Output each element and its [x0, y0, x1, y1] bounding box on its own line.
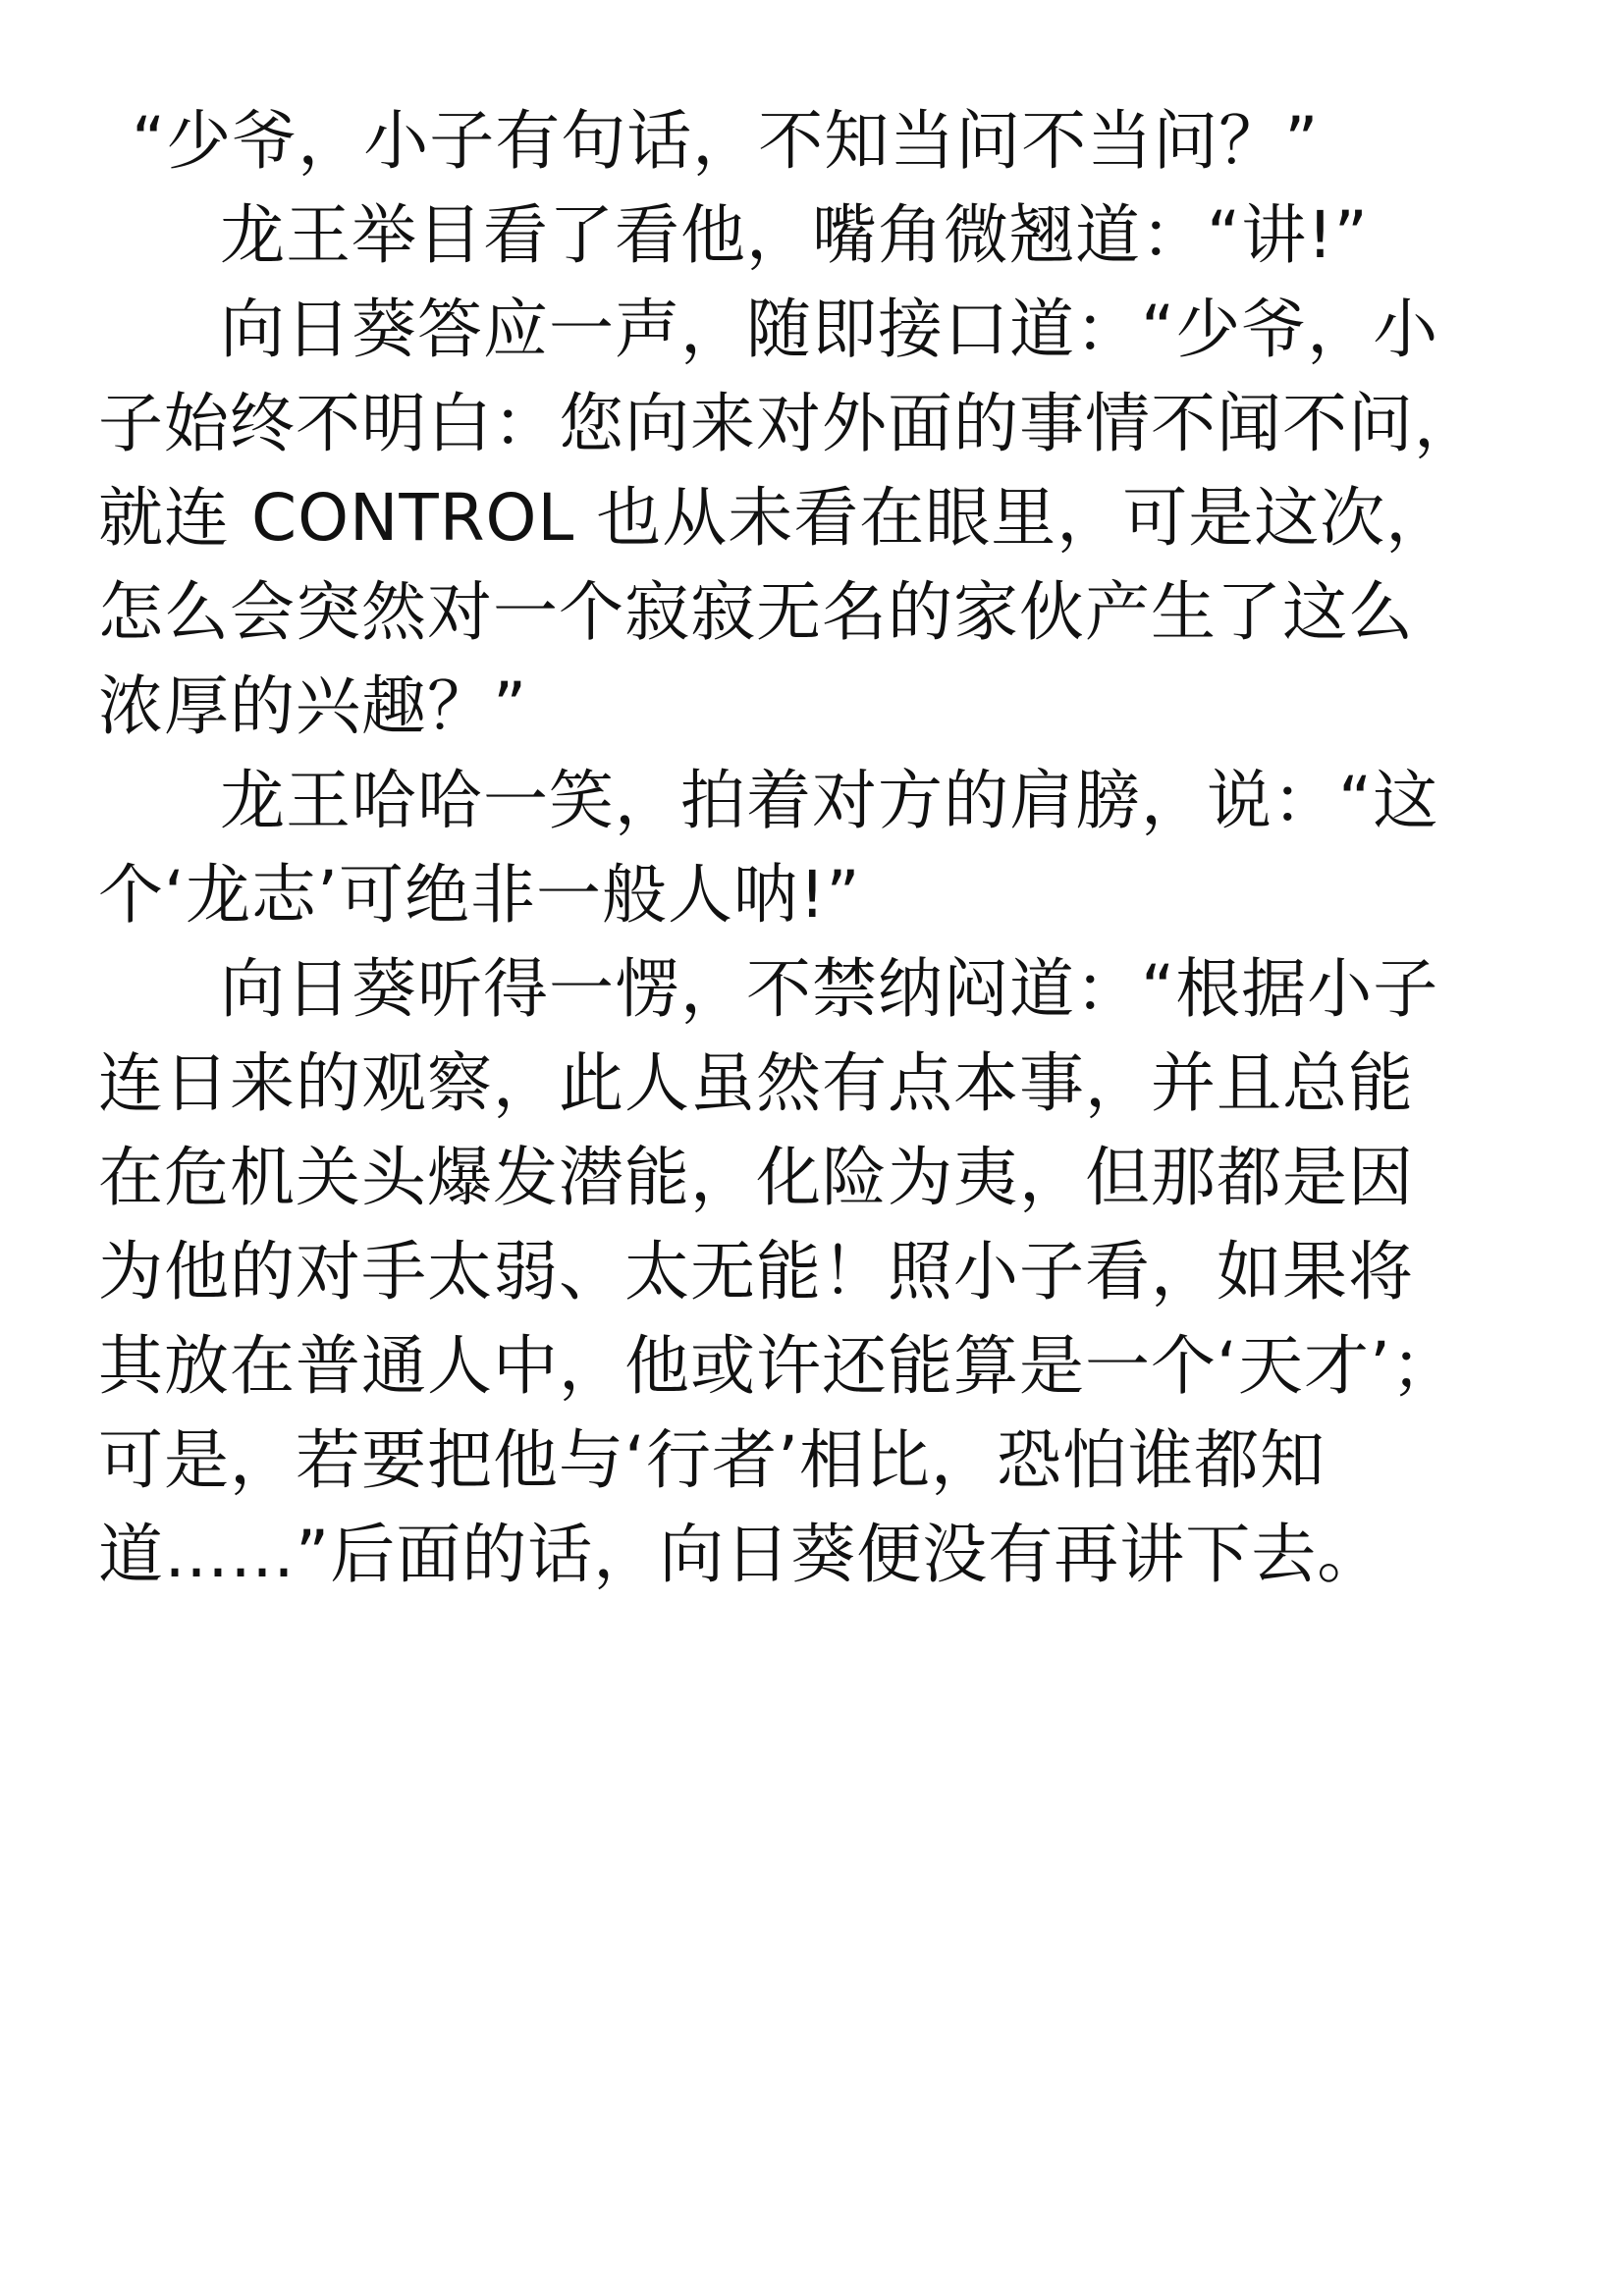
text-line: 浓厚的兴趣？”: [98, 668, 528, 744]
document-page: [98, 94, 1542, 1602]
text-line: 子始终不明白：您向来对外面的事情不闻不问，: [98, 386, 1480, 461]
text-line: 其放在普通人中，他或许还能算是一个‘天才’；: [98, 1328, 1457, 1404]
text-line: 就连 CONTROL 也从未看在眼里，可是这次，: [98, 480, 1452, 556]
text-line: 向日葵答应一声，随即接口道：“少爷，小: [220, 292, 1439, 367]
text-line: 可是，若要把他与‘行者’相比，恐怕谁都知: [98, 1422, 1326, 1498]
text-line: 个‘龙志’可绝非一般人呐!”: [98, 857, 861, 933]
text-line: 连日来的观察，此人虽然有点本事，并且总能: [98, 1045, 1414, 1121]
text-line: 龙王哈哈一笑，拍着对方的肩膀，说：“这: [220, 763, 1439, 838]
text-line: 怎么会突然对一个寂寂无名的家伙产生了这么: [98, 574, 1414, 650]
text-line: 道……”后面的话，向日葵便没有再讲下去。: [98, 1517, 1383, 1592]
text-line: 向日葵听得一愣，不禁纳闷道：“根据小子: [220, 951, 1439, 1027]
text-line: 龙王举目看了看他，嘴角微翘道：“讲!”: [220, 197, 1369, 273]
text-line: 为他的对手太弱、太无能！照小子看，如果将: [98, 1234, 1414, 1309]
text-line: 在危机关头爆发潜能，化险为夷，但那都是因: [98, 1140, 1414, 1215]
text-line: “少爷，小子有句话，不知当问不当问？”: [132, 103, 1320, 179]
